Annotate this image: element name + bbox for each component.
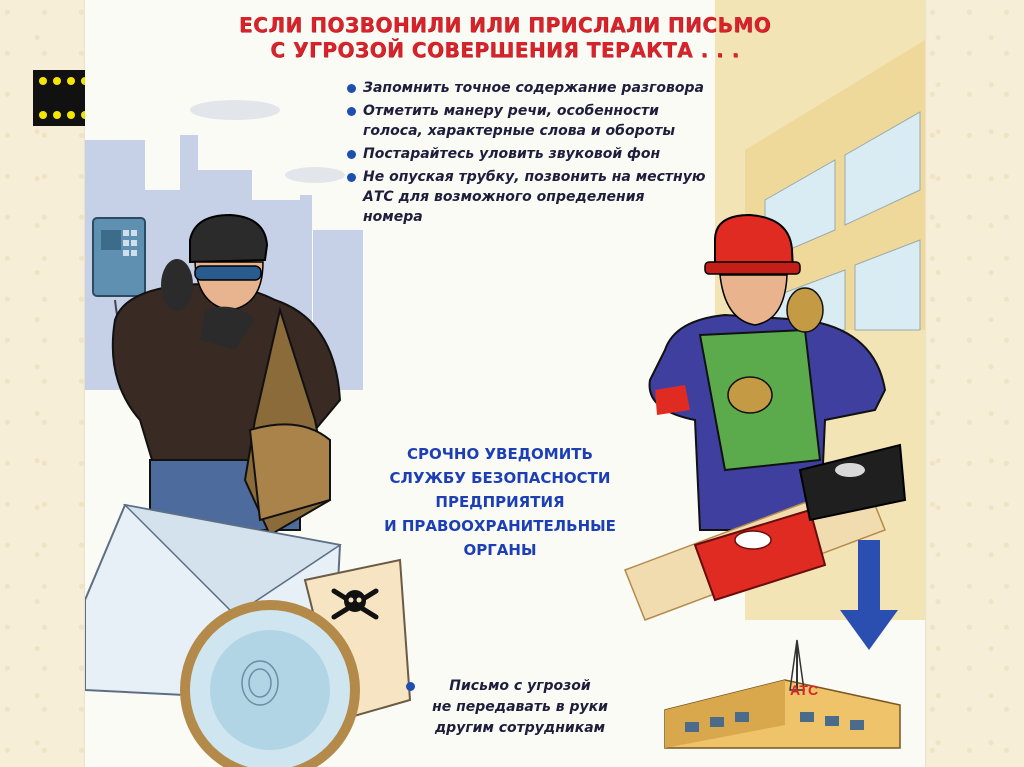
- arrow-light: [67, 77, 75, 85]
- safety-poster: [85, 0, 925, 767]
- instruction-item: Постарайтесь уловить звуковой фон: [347, 144, 707, 164]
- instruction-item: Запомнить точное содержание разговора: [347, 78, 707, 98]
- arrow-light: [53, 111, 61, 119]
- notify-line: ПРЕДПРИЯТИЯ: [435, 493, 565, 511]
- instruction-list: [347, 78, 707, 230]
- arrow-light: [53, 77, 61, 85]
- instruction-item: Не опуская трубку, позвонить на местную АТС для возможного определения номера: [347, 167, 707, 227]
- letter-note-line: не передавать в руки: [432, 699, 608, 715]
- arrow-light: [39, 77, 47, 85]
- title-line-2: С УГРОЗОЙ СОВЕРШЕНИЯ ТЕРАКТА . . .: [270, 38, 740, 62]
- bullet-icon: [406, 682, 415, 691]
- letter-note-line: Письмо с угрозой: [449, 678, 591, 694]
- title-line-1: ЕСЛИ ПОЗВОНИЛИ ИЛИ ПРИСЛАЛИ ПИСЬМО: [238, 13, 772, 37]
- notify-line: И ПРАВООХРАНИТЕЛЬНЫЕ: [384, 517, 616, 535]
- magnifying-glass: [185, 605, 355, 767]
- letter-note: [400, 676, 640, 739]
- letter-note-line: другим сотрудникам: [434, 720, 606, 736]
- skull-crossbones-icon: [330, 583, 380, 623]
- arrow-light: [39, 111, 47, 119]
- notify-line: СЛУЖБУ БЕЗОПАСНОСТИ: [389, 469, 611, 487]
- notify-line: ОРГАНЫ: [463, 541, 537, 559]
- instruction-item: Отметить манеру речи, особенности голоса, характерные слова и обороты: [347, 101, 707, 141]
- ats-label: АТС: [790, 682, 819, 698]
- poster-title: [210, 13, 800, 63]
- arrow-light: [67, 111, 75, 119]
- notify-line: СРОЧНО УВЕДОМИТЬ: [407, 445, 593, 463]
- notify-heading: [340, 442, 660, 562]
